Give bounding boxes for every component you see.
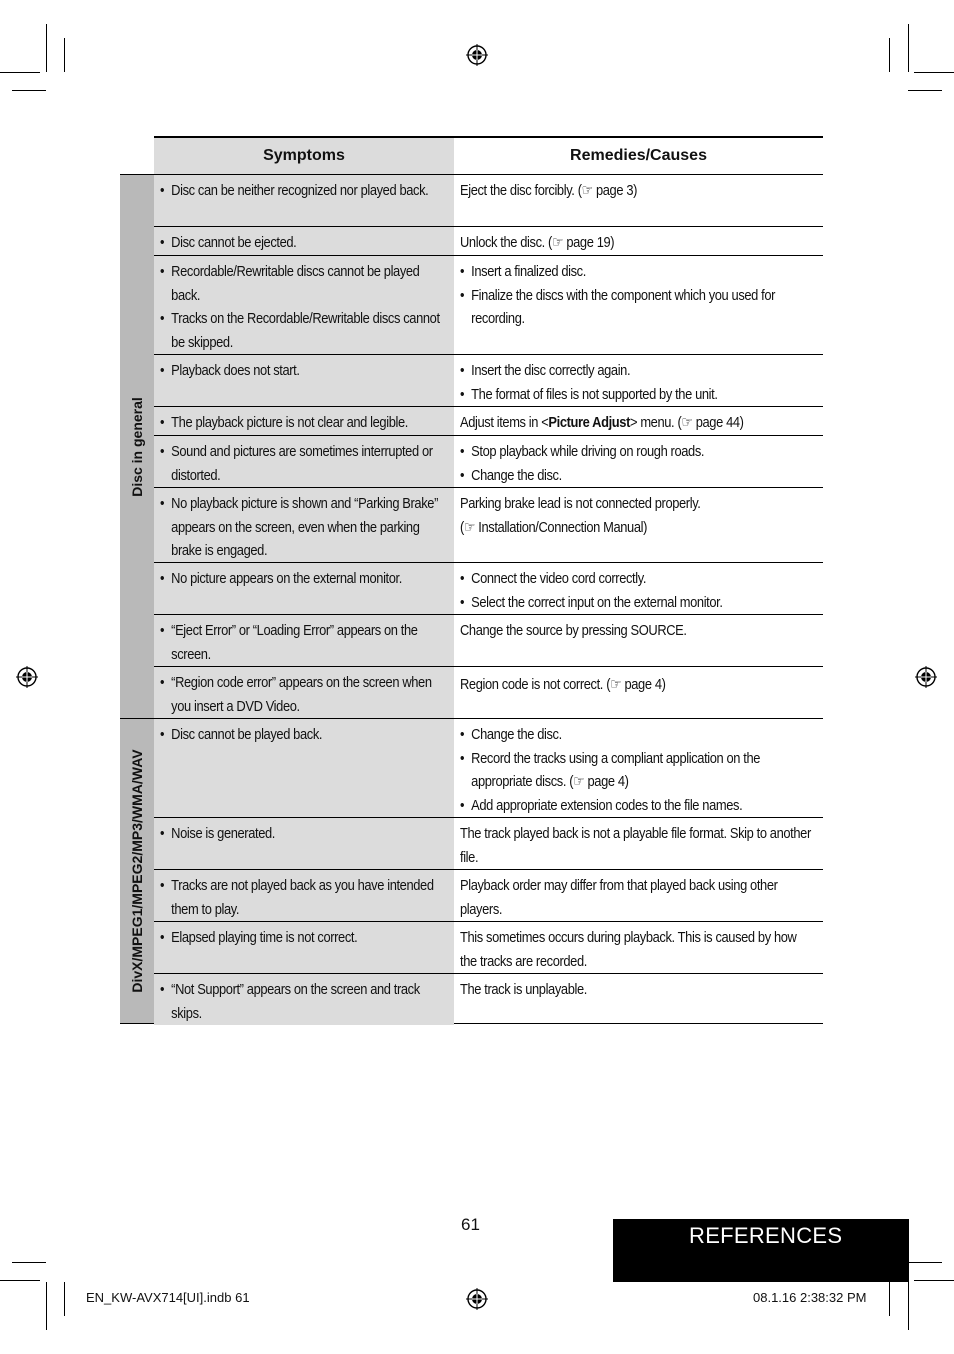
- symptom-item: • No picture appears on the external monitor.: [160, 567, 445, 591]
- page-number: 61: [461, 1215, 480, 1234]
- remedy-cell: [454, 922, 823, 973]
- remedy-text: Playback order may differ from that played back using other players.: [460, 877, 778, 918]
- remedy-item: • Insert a finalized disc.: [460, 260, 812, 284]
- remedy-text: This sometimes occurs during playback. This is caused by how the tracks are recorded.: [460, 929, 797, 970]
- remedy-item: • Insert the disc correctly again.: [460, 359, 812, 383]
- registration-mark-icon: [466, 1288, 488, 1310]
- remedy-item: • Add appropriate extension codes to the file names.: [460, 794, 812, 818]
- symptom-item: • “Not Support” appears on the screen and track skips.: [160, 978, 445, 1025]
- symptom-item: • Recordable/Rewritable discs cannot be played back.: [160, 260, 445, 307]
- table-row: [154, 818, 823, 870]
- table-row: [154, 407, 823, 436]
- print-info-left: EN_KW-AVX714[UI].indb 61: [86, 1290, 250, 1305]
- remedy-cell: [454, 175, 823, 226]
- symptom-item: • Disc cannot be ejected.: [160, 231, 445, 255]
- symptoms-header: Symptoms: [154, 138, 454, 174]
- remedy-cell: [454, 436, 823, 487]
- symptom-item: • Disc cannot be played back.: [160, 723, 445, 747]
- symptom-item: • Tracks on the Recordable/Rewritable discs cannot be skipped.: [160, 307, 445, 354]
- remedy-cell: [454, 615, 823, 666]
- table-row: [154, 870, 823, 922]
- symptom-item: • Disc can be neither recognized nor played back.: [160, 179, 445, 203]
- table-row: [154, 719, 823, 818]
- symptom-cell: [154, 488, 454, 562]
- table-row: [154, 227, 823, 256]
- remedy-cell: [454, 974, 823, 1025]
- crop-mark: [0, 1280, 40, 1281]
- table-row: [154, 922, 823, 974]
- symptom-cell: [154, 256, 454, 354]
- crop-mark: [46, 1282, 47, 1330]
- section-label: DivX/MPEG1/MPEG2/MP3/WMA/WAV: [120, 719, 154, 1023]
- remedy-item: • Connect the video cord correctly.: [460, 567, 812, 591]
- section-label: Disc in general: [120, 175, 154, 718]
- remedy-text: The track is unplayable.: [460, 981, 587, 998]
- remedy-cell: [454, 719, 823, 817]
- remedy-text: Unlock the disc. (☞ page 19): [460, 234, 615, 251]
- symptom-item: • “Region code error” appears on the screen when you insert a DVD Video.: [160, 671, 445, 718]
- symptom-cell: [154, 922, 454, 973]
- symptom-cell: [154, 818, 454, 869]
- section-tab-label: REFERENCES: [689, 1223, 843, 1248]
- crop-mark: [889, 1282, 890, 1316]
- print-info-right: 08.1.16 2:38:32 PM: [753, 1290, 867, 1305]
- remedy-cell: [454, 667, 823, 719]
- remedy-cell: [454, 870, 823, 921]
- symptom-item: • Tracks are not played back as you have intended them to play.: [160, 874, 445, 921]
- remedy-item: • Stop playback while driving on rough roads.: [460, 440, 812, 464]
- remedy-item: • The format of files is not supported by the unit.: [460, 383, 812, 407]
- crop-mark: [64, 38, 65, 72]
- section-disc-in-general: [120, 174, 823, 718]
- table-header: [154, 136, 823, 174]
- symptom-cell: [154, 667, 454, 719]
- crop-mark: [908, 90, 942, 91]
- symptom-cell: [154, 719, 454, 817]
- symptom-item: • Playback does not start.: [160, 359, 445, 383]
- table-row: [154, 256, 823, 355]
- symptom-cell: [154, 227, 454, 255]
- symptom-cell: [154, 563, 454, 614]
- table-row: [154, 563, 823, 615]
- symptom-item: • The playback picture is not clear and legible.: [160, 411, 445, 435]
- symptom-item: • No playback picture is shown and “Parking Brake” appears on the screen, even when the parking brake is engaged.: [160, 492, 445, 563]
- table-row: [154, 667, 823, 719]
- crop-mark: [908, 24, 909, 72]
- table-row: [154, 488, 823, 563]
- remedy-cell: [454, 818, 823, 869]
- remedy-item: • Change the disc.: [460, 723, 812, 747]
- symptom-cell: [154, 974, 454, 1025]
- remedy-reference: (☞ Installation/Connection Manual): [460, 518, 647, 536]
- crop-mark: [0, 72, 40, 73]
- symptom-cell: [154, 355, 454, 406]
- section-tab: [613, 1219, 909, 1282]
- symptom-cell: [154, 870, 454, 921]
- crop-mark: [12, 1262, 46, 1263]
- symptom-item: • Noise is generated.: [160, 822, 445, 846]
- crop-mark: [914, 72, 954, 73]
- remedy-item: • Select the correct input on the external monitor.: [460, 591, 812, 615]
- remedy-cell: [454, 563, 823, 614]
- remedy-cell: [454, 488, 823, 562]
- crop-mark: [914, 1280, 954, 1281]
- table-row: [154, 974, 823, 1025]
- symptom-cell: [154, 407, 454, 435]
- crop-mark: [908, 1282, 909, 1330]
- symptom-cell: [154, 175, 454, 226]
- crop-mark: [12, 90, 46, 91]
- table-row: [154, 436, 823, 488]
- remedy-text: Parking brake lead is not connected properly.: [460, 495, 701, 512]
- remedy-item: • Record the tracks using a compliant application on the appropriate discs. (☞ page 4): [460, 747, 812, 794]
- registration-mark-icon: [466, 44, 488, 66]
- remedy-text: Change the source by pressing SOURCE.: [460, 622, 687, 639]
- table-row: [154, 615, 823, 667]
- registration-mark-icon: [915, 666, 937, 688]
- remedy-item: • Change the disc.: [460, 464, 812, 488]
- crop-mark: [64, 1282, 65, 1316]
- remedy-text: Adjust items in <Picture Adjust> menu. (☞ page 44): [460, 414, 744, 431]
- remedies-header: Remedies/Causes: [570, 147, 707, 164]
- symptom-cell: [154, 615, 454, 666]
- remedy-cell: [454, 407, 823, 435]
- section-divx-mpeg-mp3-wma-wav: [120, 718, 823, 1024]
- remedy-cell: [454, 355, 823, 406]
- symptom-item: • Sound and pictures are sometimes interrupted or distorted.: [160, 440, 445, 487]
- remedy-text: Region code is not correct. (☞ page 4): [460, 676, 666, 693]
- menu-name: Picture Adjust: [548, 414, 630, 431]
- remedy-cell: [454, 256, 823, 354]
- remedy-text: Eject the disc forcibly. (☞ page 3): [460, 182, 638, 199]
- remedy-text: The track played back is not a playable file format. Skip to another file.: [460, 825, 811, 866]
- remedy-item: • Finalize the discs with the component which you used for recording.: [460, 284, 812, 331]
- registration-mark-icon: [16, 666, 38, 688]
- symptom-cell: [154, 436, 454, 487]
- symptom-item: • Elapsed playing time is not correct.: [160, 926, 445, 950]
- table-row: [154, 175, 823, 227]
- crop-mark: [46, 24, 47, 72]
- crop-mark: [889, 38, 890, 72]
- table-row: [154, 355, 823, 407]
- crop-mark: [908, 1262, 942, 1263]
- symptom-item: • “Eject Error” or “Loading Error” appears on the screen.: [160, 619, 445, 666]
- remedy-cell: [454, 227, 823, 255]
